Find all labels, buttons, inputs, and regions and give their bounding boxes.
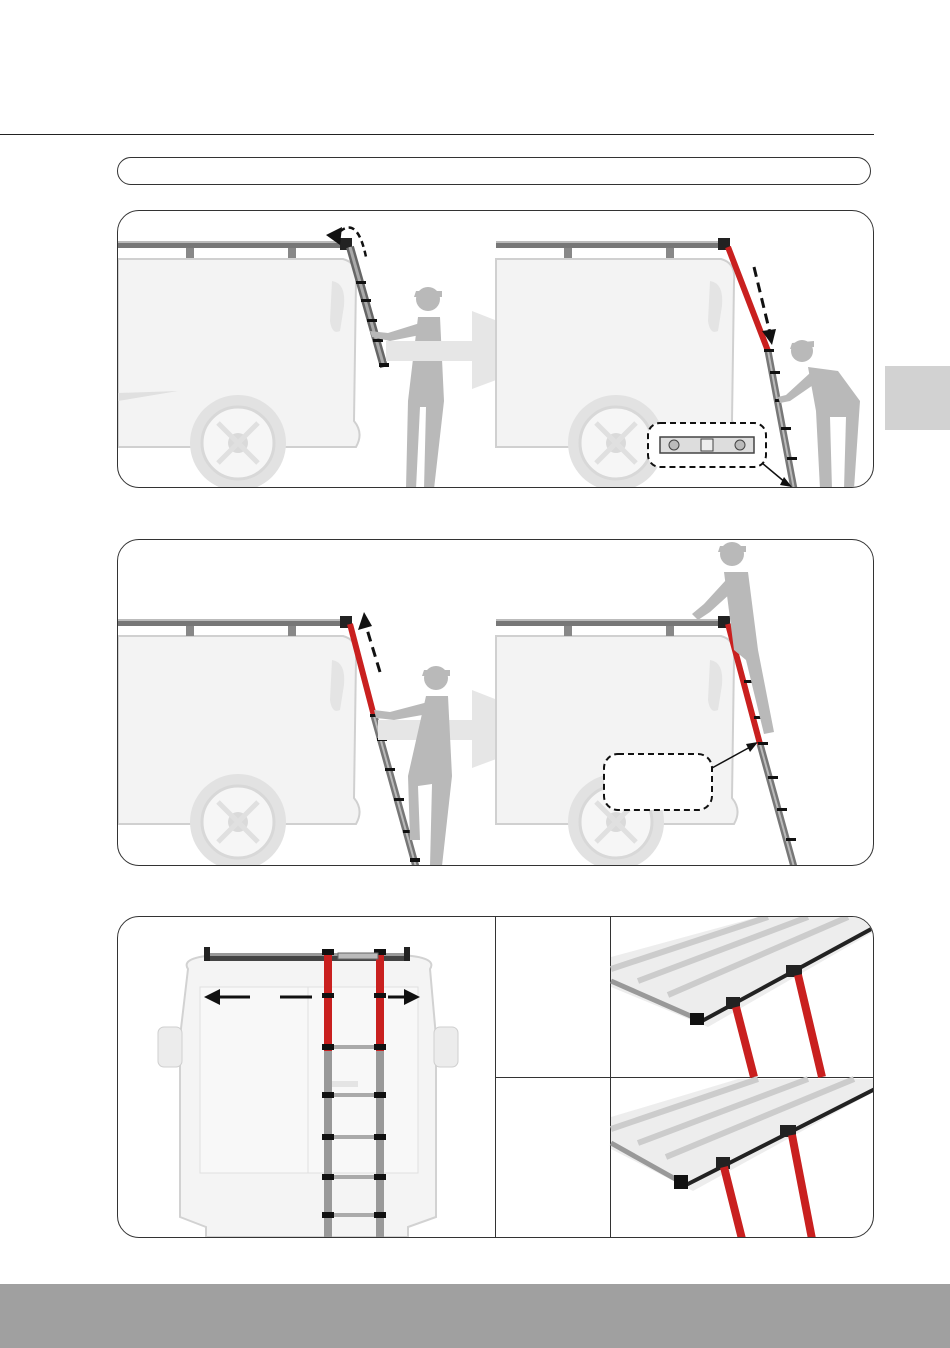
step-2-illustration bbox=[118, 540, 874, 866]
roof-rack-left bbox=[118, 616, 352, 636]
rack-detail-image-2 bbox=[611, 1079, 874, 1238]
dashed-arrow-head-up-icon bbox=[358, 612, 372, 630]
roof-rack-left bbox=[118, 238, 352, 258]
ladder-extending-left bbox=[350, 624, 420, 866]
chapter-side-tab bbox=[885, 366, 950, 430]
step-1-illustration bbox=[118, 211, 874, 488]
ladder-full-right bbox=[728, 624, 796, 866]
step-panel-2 bbox=[117, 539, 874, 866]
pointer-arrow-icon bbox=[762, 463, 786, 483]
level-icon bbox=[660, 437, 754, 453]
rack-detail-image-1 bbox=[611, 917, 874, 1077]
van-side-view-right bbox=[496, 636, 738, 866]
step-panel-3 bbox=[117, 916, 874, 1238]
header-rule bbox=[0, 134, 874, 135]
dashed-arrow-up-icon bbox=[366, 626, 380, 672]
step-3-illustration bbox=[118, 917, 874, 1238]
roof-rack-right bbox=[496, 238, 730, 258]
section-title-bar bbox=[117, 157, 871, 185]
step-panel-1 bbox=[117, 210, 874, 488]
warning-callout-box bbox=[604, 754, 712, 810]
page-footer-bar bbox=[0, 1284, 950, 1348]
roof-rack-right bbox=[496, 616, 730, 636]
van-side-view-left bbox=[118, 259, 360, 488]
person-silhouette-left bbox=[370, 287, 444, 488]
van-side-view-left bbox=[118, 636, 360, 866]
